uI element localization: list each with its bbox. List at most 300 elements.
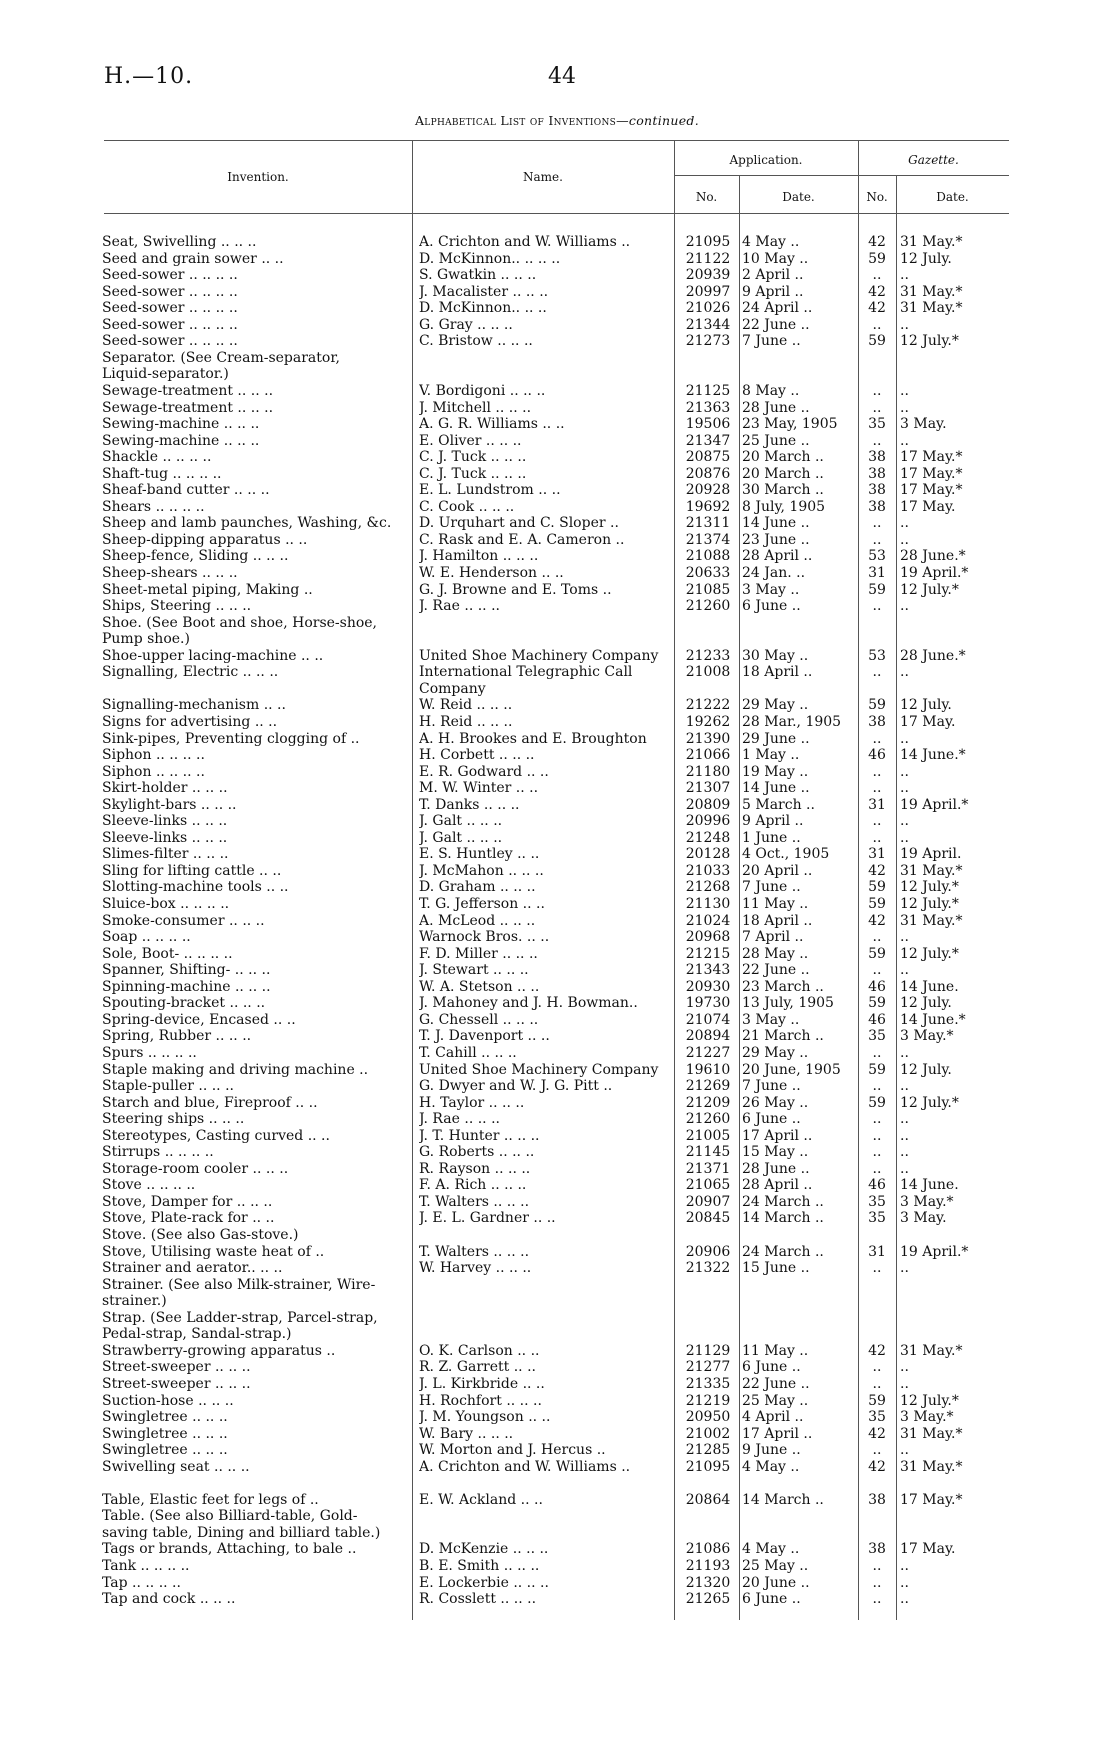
application-date-cell: 15 June .. [742, 1260, 810, 1277]
gazette-date-cell: .. [900, 730, 909, 747]
application-date-cell: 4 May .. [742, 234, 800, 250]
name-cell: W. Harvey .. .. .. [419, 1260, 532, 1277]
table-row [0, 284, 1114, 301]
invention-cell: Sheep-dipping apparatus .. .. [102, 531, 308, 548]
table-row [0, 1210, 1114, 1227]
application-number-cell: 20845 [685, 1210, 731, 1227]
application-date-cell: 7 June .. [742, 1078, 801, 1095]
gazette-date-cell: .. [900, 432, 909, 449]
gazette-date-cell: 31 May.* [900, 1425, 963, 1442]
application-number-cell: 21335 [685, 1375, 731, 1392]
application-date-cell: 23 March .. [742, 978, 824, 995]
gazette-number-cell: .. [872, 1260, 882, 1277]
gazette-date-cell: .. [900, 763, 909, 780]
gazette-number-cell: 35 [868, 1193, 886, 1210]
invention-cell: Swingletree .. .. .. [102, 1409, 228, 1426]
gazette-date-cell: .. [900, 962, 909, 979]
name-cell: C. Rask and E. A. Cameron .. [419, 531, 625, 548]
application-date-cell: 30 March .. [742, 482, 824, 499]
gazette-number-cell: 38 [868, 1541, 886, 1558]
application-number-cell: 21085 [685, 581, 731, 598]
application-date-cell: 14 March .. [742, 1210, 824, 1227]
gazette-number-cell: 46 [868, 1177, 886, 1194]
application-date-cell: 20 March .. [742, 449, 824, 466]
invention-cell: Signs for advertising .. .. [102, 713, 278, 730]
gazette-number-cell: 42 [868, 1342, 886, 1359]
table-row [0, 896, 1114, 913]
invention-cell: Street-sweeper .. .. .. [102, 1375, 251, 1392]
name-cell: R. Cosslett .. .. .. [419, 1591, 537, 1608]
name-cell: D. Graham .. .. .. [419, 879, 536, 896]
gazette-number-cell: 59 [868, 945, 886, 962]
gazette-number-cell: 59 [868, 250, 886, 267]
application-date-cell: 24 Jan. .. [742, 565, 806, 581]
gazette-date-cell: .. [900, 1574, 909, 1591]
invention-cell: Sink-pipes, Preventing clogging of .. [102, 730, 360, 747]
application-date-cell: 5 March .. [742, 796, 815, 813]
gazette-date-cell: .. [900, 1442, 909, 1459]
invention-cell: Sling for lifting cattle .. .. [102, 862, 282, 879]
col-head-gazette-date: Date. [936, 190, 969, 204]
gazette-date-cell: 12 July.* [900, 896, 959, 912]
name-cell: F. A. Rich .. .. .. [419, 1177, 527, 1194]
table-row [0, 1095, 1114, 1112]
invention-cell: Seed-sower .. .. .. .. [102, 316, 238, 333]
application-number-cell: 21285 [685, 1442, 731, 1459]
gazette-date-cell: 31 May.* [900, 1342, 963, 1359]
table-row [0, 1078, 1114, 1095]
invention-cell: Signalling, Electric .. .. .. [102, 664, 279, 681]
gazette-date-cell: .. [900, 598, 909, 615]
application-number-cell: 21219 [685, 1392, 731, 1409]
gazette-date-cell: 19 April. [900, 846, 962, 863]
application-number-cell: 20996 [685, 813, 731, 830]
table-row [0, 267, 1114, 284]
table-row [0, 548, 1114, 565]
gazette-date-cell: 12 July. [900, 995, 952, 1012]
gazette-date-cell: 14 June. [900, 978, 959, 995]
gazette-number-cell: .. [872, 730, 882, 747]
gazette-number-cell: 46 [868, 978, 886, 995]
application-number-cell: 21122 [685, 250, 731, 267]
table-row [0, 979, 1114, 996]
table-row [0, 863, 1114, 880]
name-cell: T. Danks .. .. .. [419, 796, 520, 813]
application-number-cell: 21363 [685, 399, 731, 416]
invention-cell: Sheep-shears .. .. .. [102, 565, 238, 581]
invention-cell: Staple-puller .. .. .. [102, 1078, 234, 1095]
application-number-cell: 21390 [685, 730, 731, 747]
table-row [0, 449, 1114, 466]
gazette-date-cell: .. [900, 1127, 909, 1144]
invention-cell: Sewing-machine .. .. .. [102, 432, 260, 449]
gazette-date-cell: .. [900, 1144, 909, 1161]
application-date-cell: 7 April .. [742, 929, 804, 946]
application-number-cell: 20894 [685, 1028, 731, 1045]
table-row [0, 846, 1114, 863]
name-cell: J. Rae .. .. .. [419, 598, 500, 615]
table-row [0, 946, 1114, 963]
application-number-cell: 21095 [685, 234, 731, 250]
table-row [0, 929, 1114, 946]
gazette-date-cell: 12 July. [900, 1061, 952, 1078]
gazette-number-cell: 35 [868, 1409, 886, 1426]
invention-cell: Suction-hose .. .. .. [102, 1392, 234, 1409]
application-number-cell: 21125 [685, 382, 731, 399]
application-date-cell: 11 May .. [742, 1342, 809, 1359]
name-cell: W. Reid .. .. .. [419, 697, 513, 714]
gazette-date-cell: .. [900, 1044, 909, 1061]
name-cell: United Shoe Machinery Company [419, 647, 659, 664]
application-number-cell: 20950 [685, 1409, 731, 1426]
gazette-date-cell: 3 May.* [900, 1409, 954, 1426]
gazette-number-cell: .. [872, 598, 882, 615]
application-date-cell: 6 June .. [742, 1359, 801, 1376]
table-row [0, 1244, 1114, 1261]
name-cell: A. McLeod .. .. .. [419, 912, 536, 929]
gazette-number-cell: 46 [868, 1011, 886, 1028]
invention-cell: Stove, Utilising waste heat of .. [102, 1243, 325, 1260]
table-row [0, 400, 1114, 417]
application-number-cell: 19730 [685, 995, 731, 1012]
application-number-cell: 20968 [685, 929, 731, 946]
invention-cell: Skylight-bars .. .. .. [102, 796, 237, 813]
gazette-number-cell: .. [872, 829, 882, 846]
gazette-number-cell: 59 [868, 995, 886, 1012]
table-row [0, 995, 1114, 1012]
invention-cell: Starch and blue, Fireproof .. .. [102, 1094, 318, 1111]
name-cell: J. Macalister .. .. .. [419, 283, 549, 300]
name-cell: Warnock Bros. .. .. [419, 929, 550, 946]
application-date-cell: 3 May .. [742, 581, 800, 598]
col-head-invention: Invention. [227, 170, 289, 184]
invention-cell: Slotting-machine tools .. .. [102, 879, 289, 896]
gazette-number-cell: 38 [868, 449, 886, 466]
invention-cell: Swingletree .. .. .. [102, 1442, 228, 1459]
table-row [0, 234, 1114, 251]
application-date-cell: 28 June .. [742, 399, 810, 416]
gazette-date-cell: 3 May. [900, 416, 947, 433]
application-date-cell: 25 May .. [742, 1392, 809, 1409]
gazette-number-cell: 59 [868, 697, 886, 714]
application-number-cell: 21026 [685, 300, 731, 317]
name-cell: E. L. Lundstrom .. .. [419, 482, 561, 499]
application-date-cell: 19 May .. [742, 763, 809, 780]
table-row [0, 1062, 1114, 1079]
application-number-cell: 21311 [685, 515, 731, 532]
invention-cell: Steering ships .. .. .. [102, 1111, 245, 1128]
name-cell: A. Crichton and W. Williams .. [419, 1458, 631, 1475]
gazette-number-cell: 42 [868, 912, 886, 929]
table-row [0, 383, 1114, 400]
gazette-date-cell: .. [900, 813, 909, 830]
application-number-cell: 20128 [685, 846, 731, 863]
gazette-number-cell: 38 [868, 1491, 886, 1508]
table-row [0, 1128, 1114, 1145]
application-number-cell: 21277 [685, 1359, 731, 1376]
gazette-number-cell: 53 [868, 548, 886, 565]
invention-cell: Swivelling seat .. .. .. [102, 1458, 250, 1475]
invention-cell: saving table, Dining and billiard table.) [102, 1524, 381, 1541]
gazette-date-cell: .. [900, 1558, 909, 1574]
table-row [0, 1508, 1114, 1525]
gazette-date-cell: 17 May.* [900, 449, 963, 466]
table-row [0, 681, 1114, 698]
gazette-number-cell: .. [872, 813, 882, 830]
name-cell: D. Urquhart and C. Sloper .. [419, 515, 619, 532]
application-date-cell: 17 April .. [742, 1425, 813, 1442]
table-row [0, 747, 1114, 764]
table-row [0, 416, 1114, 433]
gazette-date-cell: 31 May.* [900, 300, 963, 317]
invention-cell: Stereotypes, Casting curved .. .. [102, 1127, 330, 1144]
name-cell: D. McKinnon.. .. .. .. [419, 250, 561, 267]
table-row [0, 615, 1114, 632]
table-row [0, 1012, 1114, 1029]
col-head-app-date: Date. [782, 190, 815, 204]
gazette-number-cell: 53 [868, 647, 886, 664]
gazette-number-cell: .. [872, 664, 882, 681]
invention-cell: Sleeve-links .. .. .. [102, 829, 228, 846]
gazette-date-cell: .. [900, 1078, 909, 1095]
gazette-date-cell: 17 May. [900, 498, 956, 515]
table-row [0, 532, 1114, 549]
invention-cell: Soap .. .. .. .. [102, 929, 191, 946]
invention-cell: Shaft-tug .. .. .. .. [102, 465, 222, 482]
gazette-date-cell: 14 June. [900, 1177, 959, 1194]
application-number-cell: 21065 [685, 1177, 731, 1194]
gazette-date-cell: 12 July.* [900, 1094, 959, 1111]
application-date-cell: 22 June .. [742, 316, 810, 333]
gazette-number-cell: 59 [868, 581, 886, 598]
col-head-app-no: No. [695, 190, 718, 204]
invention-cell: Shackle .. .. .. .. [102, 449, 212, 466]
col-head-gazette-no: No. [866, 190, 888, 204]
application-number-cell: 21145 [685, 1144, 731, 1161]
name-cell: V. Bordigoni .. .. .. [419, 382, 546, 399]
application-date-cell: 24 April .. [742, 300, 813, 317]
application-date-cell: 4 Oct., 1905 [742, 846, 830, 863]
table-row [0, 1310, 1114, 1327]
invention-cell: Staple making and driving machine .. [102, 1061, 369, 1078]
application-number-cell: 21215 [685, 945, 731, 962]
gazette-date-cell: 31 May.* [900, 912, 963, 929]
table-row [0, 764, 1114, 781]
invention-cell: Siphon .. .. .. .. [102, 763, 205, 780]
invention-cell: Spring-device, Encased .. .. [102, 1011, 296, 1028]
invention-cell: Sewing-machine .. .. .. [102, 416, 260, 433]
table-row [0, 1376, 1114, 1393]
table-row [0, 1227, 1114, 1244]
name-cell: W. E. Henderson .. .. [419, 565, 564, 581]
application-date-cell: 1 May .. [742, 747, 800, 764]
invention-cell: Separator. (See Cream-separator, [102, 349, 340, 366]
application-number-cell: 21095 [685, 1458, 731, 1475]
gazette-date-cell: .. [900, 515, 909, 532]
application-number-cell: 20906 [685, 1243, 731, 1260]
gazette-date-cell: 3 May. [900, 1210, 947, 1227]
table-row [0, 1442, 1114, 1459]
table-row [0, 1393, 1114, 1410]
invention-cell: Sole, Boot- .. .. .. .. [102, 945, 233, 962]
table-row [0, 1277, 1114, 1294]
gazette-date-cell: 17 May. [900, 1541, 956, 1558]
application-number-cell: 21260 [685, 598, 731, 615]
invention-cell: Spanner, Shifting- .. .. .. [102, 962, 271, 979]
application-number-cell: 21222 [685, 697, 731, 714]
table-row [0, 1194, 1114, 1211]
table-row [0, 780, 1114, 797]
invention-cell: Shears .. .. .. .. [102, 498, 205, 515]
table-row [0, 515, 1114, 532]
application-date-cell: 20 April .. [742, 862, 813, 879]
invention-cell: Storage-room cooler .. .. .. [102, 1160, 289, 1177]
application-date-cell: 3 May .. [742, 1011, 800, 1028]
gazette-date-cell: 17 May. [900, 713, 956, 730]
name-cell: J. Hamilton .. .. .. [419, 548, 539, 565]
invention-cell: Swingletree .. .. .. [102, 1425, 228, 1442]
application-number-cell: 20875 [685, 449, 731, 466]
application-number-cell: 20907 [685, 1193, 731, 1210]
gazette-date-cell: 19 April.* [900, 796, 969, 813]
col-head-gazette: Gazette. [908, 153, 959, 167]
table-row [0, 499, 1114, 516]
gazette-number-cell: 46 [868, 747, 886, 764]
gazette-number-cell: 38 [868, 465, 886, 482]
name-cell: C. J. Tuck .. .. .. [419, 465, 527, 482]
name-cell: United Shoe Machinery Company [419, 1061, 659, 1078]
page-number: 44 [548, 64, 576, 89]
name-cell: T. Cahill .. .. .. [419, 1044, 517, 1061]
application-number-cell: 20633 [685, 565, 731, 581]
table-row [0, 797, 1114, 814]
name-cell: E. R. Godward .. .. [419, 763, 549, 780]
application-number-cell: 19692 [685, 498, 731, 515]
application-date-cell: 20 June .. [742, 1574, 810, 1591]
name-cell: C. Bristow .. .. .. [419, 333, 533, 350]
application-date-cell: 29 May .. [742, 1044, 809, 1061]
table-row [0, 598, 1114, 615]
application-date-cell: 28 June .. [742, 1160, 810, 1177]
name-cell: F. D. Miller .. .. .. [419, 945, 538, 962]
gazette-number-cell: .. [872, 929, 882, 946]
table-row [0, 1111, 1114, 1128]
name-cell: Company [419, 680, 486, 697]
application-date-cell: 23 June .. [742, 531, 810, 548]
application-date-cell: 1 June .. [742, 829, 801, 846]
application-date-cell: 28 April .. [742, 1177, 813, 1194]
application-number-cell: 19506 [685, 416, 731, 433]
table-top-rule [104, 140, 1009, 141]
gazette-date-cell: 31 May.* [900, 862, 963, 879]
application-number-cell: 21180 [685, 763, 731, 780]
gazette-date-cell: .. [900, 929, 909, 946]
gazette-date-cell: 19 April.* [900, 1243, 969, 1260]
gazette-number-cell: 35 [868, 1210, 886, 1227]
invention-cell: Spurs .. .. .. .. [102, 1044, 197, 1061]
gazette-number-cell: .. [872, 515, 882, 532]
name-cell: J. E. L. Gardner .. .. [419, 1210, 556, 1227]
gazette-date-cell: 17 May.* [900, 465, 963, 482]
table-row [0, 1161, 1114, 1178]
gazette-date-cell: .. [900, 1591, 909, 1608]
application-number-cell: 20876 [685, 465, 731, 482]
invention-cell: Spinning-machine .. .. .. [102, 978, 271, 995]
name-cell: J. Mahoney and J. H. Bowman.. [419, 995, 638, 1012]
table-row [0, 879, 1114, 896]
application-date-cell: 29 June .. [742, 730, 810, 747]
gazette-date-cell: 3 May.* [900, 1028, 954, 1045]
table-row [0, 1144, 1114, 1161]
gazette-number-cell: 42 [868, 283, 886, 300]
application-number-cell: 21374 [685, 531, 731, 548]
table-row [0, 1028, 1114, 1045]
application-number-cell: 20997 [685, 283, 731, 300]
application-number-cell: 21193 [685, 1558, 731, 1574]
table-row [0, 433, 1114, 450]
name-cell: S. Gwatkin .. .. .. [419, 267, 537, 284]
table-row [0, 582, 1114, 599]
table-row [0, 913, 1114, 930]
application-date-cell: 18 April .. [742, 912, 813, 929]
application-date-cell: 22 June .. [742, 1375, 810, 1392]
application-date-cell: 15 May .. [742, 1144, 809, 1161]
table-row [0, 1326, 1114, 1343]
invention-cell: Siphon .. .. .. .. [102, 747, 205, 764]
table-row [0, 1426, 1114, 1443]
gazette-date-cell: .. [900, 531, 909, 548]
name-cell: M. W. Winter .. .. [419, 780, 539, 797]
invention-cell: Shoe-upper lacing-machine .. .. [102, 647, 324, 664]
application-number-cell: 20928 [685, 482, 731, 499]
application-date-cell: 13 July, 1905 [742, 995, 834, 1012]
application-date-cell: 14 March .. [742, 1491, 824, 1508]
gazette-number-cell: .. [872, 531, 882, 548]
name-cell: B. E. Smith .. .. .. [419, 1558, 540, 1574]
gazette-date-cell: .. [900, 399, 909, 416]
application-date-cell: 21 March .. [742, 1028, 824, 1045]
table-row [0, 631, 1114, 648]
application-date-cell: 28 Mar., 1905 [742, 713, 842, 730]
gazette-number-cell: .. [872, 1111, 882, 1128]
name-cell: G. Gray .. .. .. [419, 316, 513, 333]
gazette-date-cell: .. [900, 829, 909, 846]
invention-cell: Slimes-filter .. .. .. [102, 846, 229, 863]
name-cell: C. Cook .. .. .. [419, 498, 515, 515]
application-date-cell: 25 June .. [742, 432, 810, 449]
name-cell: J. McMahon .. .. .. [419, 862, 544, 879]
invention-cell: Smoke-consumer .. .. .. [102, 912, 265, 929]
application-number-cell: 20930 [685, 978, 731, 995]
gazette-number-cell: 42 [868, 1425, 886, 1442]
application-number-cell: 21129 [685, 1342, 731, 1359]
name-cell: D. McKinnon.. .. .. [419, 300, 547, 317]
invention-cell: Seed and grain sower .. .. [102, 250, 284, 267]
table-row [0, 1293, 1114, 1310]
application-date-cell: 7 June .. [742, 333, 801, 350]
application-date-cell: 25 May .. [742, 1558, 809, 1574]
application-date-cell: 11 May .. [742, 896, 809, 912]
gazette-date-cell: 3 May.* [900, 1193, 954, 1210]
application-date-cell: 28 April .. [742, 548, 813, 565]
table-row [0, 251, 1114, 268]
invention-cell: Skirt-holder .. .. .. [102, 780, 228, 797]
application-date-cell: 6 June .. [742, 598, 801, 615]
gazette-number-cell: 42 [868, 234, 886, 250]
col-head-name: Name. [523, 170, 563, 184]
application-date-cell: 18 April .. [742, 664, 813, 681]
gazette-number-cell: 59 [868, 333, 886, 350]
